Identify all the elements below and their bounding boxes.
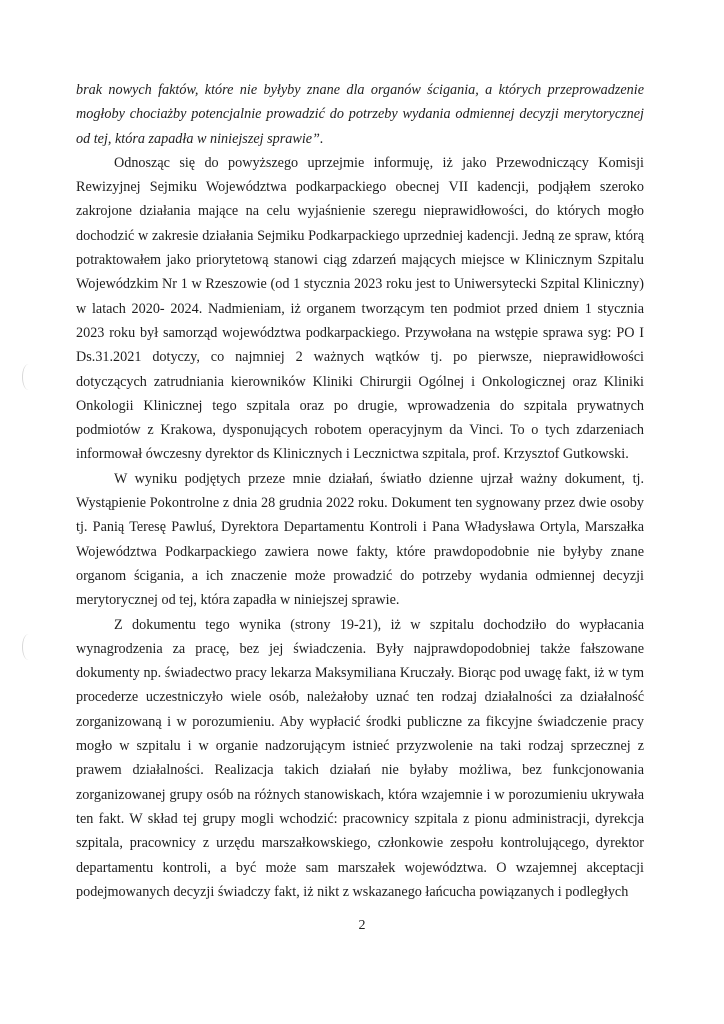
paragraph: Odnosząc się do powyższego uprzejmie informuję, iż jako Przewodniczący Komisji Rewizyjnej Sejmiku Województwa podkarpackiego obecnej VII kadencji, podjąłem szeroko zakrojone działania mające na celu wyjaśnienie szeregu nieprawidłowości, do których mogło dochodzić w zakresie działania Sejmiku Podkarpackiego uprzedniej kadencji. Jedną ze spraw, którą potraktowałem jako priorytetową stanowi ciąg zdarzeń mających miejsce w Klinicznym Szpitalu Wojewódzkim Nr 1 w Rzeszowie (od 1 stycznia 2023 roku jest to Uniwersytecki Szpital Kliniczny) w latach 2020- 2024. Nadmieniam, iż organem tworzącym ten podmiot przed dniem 1 stycznia 2023 roku był samorząd województwa podkarpackiego. Przywołana na wstępie sprawa syg: PO I Ds.31.2021 dotyczy, co najmniej 2 ważnych wątków tj. po pierwsze, nieprawidłowości dotyczących zatrudniania kierowników Kliniki Chirurgii Ogólnej i Onkologicznej oraz Kliniki Onkologii Klinicznej tego szpitala oraz po drugie, wprowadzenia do szpitala prywatnych podmiotów z Krakowa, dysponujących robotem operacyjnym da Vinci. To o tych zdarzeniach informował ówczesny dyrektor ds Klinicznych i Lecznictwa szpitala, prof. Krzysztof Gutkowski. [76, 154, 644, 463]
paragraph-quote: brak nowych faktów, które nie byłyby znane dla organów ścigania, a których przeprowadzenie mogłoby chociażby potencjalnie prowadzić do potrzeby wydania odmiennej decyzji merytorycznej od tej, która zapadła w niniejszej sprawie”. [76, 82, 644, 147]
page-number: 2 [358, 918, 366, 933]
punch-hole-mark [22, 364, 35, 390]
punch-hole-mark [22, 634, 35, 660]
paragraph: W wyniku podjętych przeze mnie działań, światło dzienne ujrzał ważny dokument, tj. Wystąpienie Pokontrolne z dnia 28 grudnia 2022 roku. Dokument ten sygnowany przez dwie osoby tj. Panią Teresę Pawluś, Dyrektora Departamentu Kontroli i Pana Władysława Ortyla, Marszałka Województwa Podkarpackiego zawiera nowe fakty, które prawdopodobnie nie byłyby znane organom ścigania, a ich znaczenie może prowadzić do potrzeby wydania odmiennej decyzji merytorycznej od tej, która zapadła w niniejszej sprawie. [76, 470, 644, 609]
document-body [76, 78, 644, 904]
paragraph: Z dokumentu tego wynika (strony 19-21), iż w szpitalu dochodziło do wypłacania wynagrodzenia za pracę, bez jej świadczenia. Były najprawdopodobniej także fałszowane dokumenty np. świadectwo pracy lekarza Maksymiliana Kruczały. Biorąc pod uwagę fakt, iż w tym procederze uczestniczyło wiele osób, należałoby uznać ten rodzaj działalności za działalność zorganizowaną i w porozumieniu. Aby wypłacić środki publiczne za fikcyjne świadczenie pracy mogło w szpitalu i w organie nadzorującym istnieć przyzwolenie na taki rodzaj sprzecznej z prawem działalności. Realizacja takich działań nie byłaby możliwa, bez funkcjonowania zorganizowanej grupy osób na różnych stanowiskach, która wzajemnie i w porozumieniu ukrywała ten fakt. W skład tej grupy mogli wchodzić: pracownicy szpitala z pionu administracji, dyrekcja szpitala, pracownicy z urzędu marszałkowskiego, członkowie zespołu kontrolującego, dyrektor departamentu kontroli, a być może sam marszałek województwa. O wzajemnej akceptacji podejmowanych decyzji świadczy fakt, iż nikt z wskazanego łańcucha powiązanych i podległych [76, 616, 644, 900]
